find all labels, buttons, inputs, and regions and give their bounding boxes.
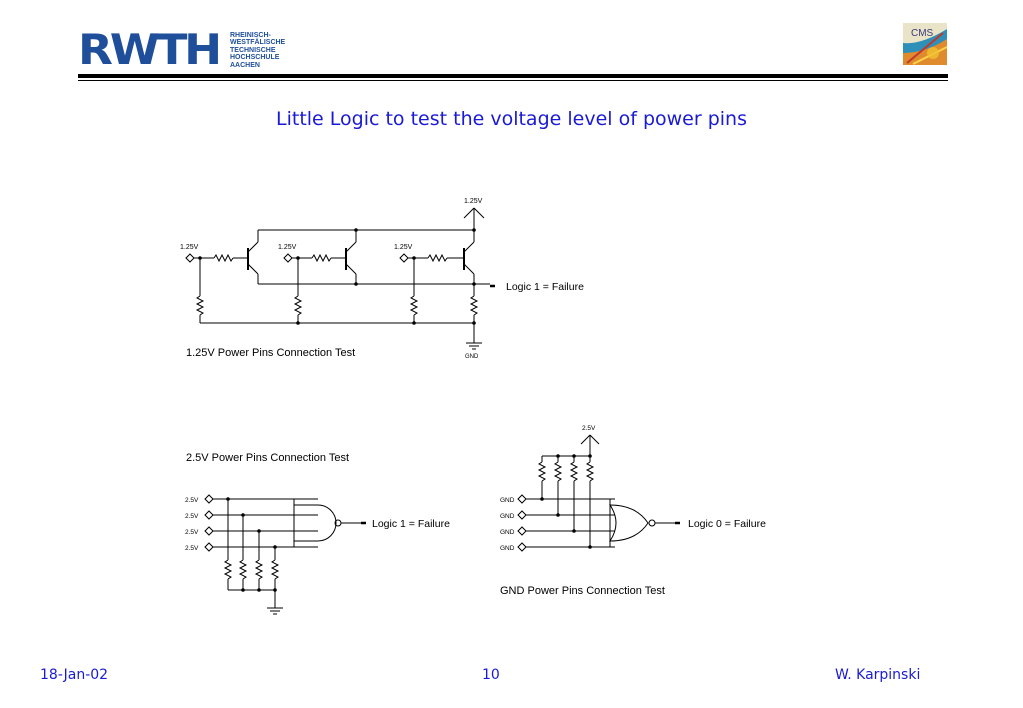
footer-page-number: 10 bbox=[482, 667, 500, 683]
input-label: GND bbox=[500, 497, 515, 504]
rwth-line: HOCHSCHULE bbox=[230, 54, 280, 62]
cms-logo-text: CMS bbox=[911, 28, 934, 39]
output-label: Logic 1 = Failure bbox=[372, 518, 450, 530]
footer-date: 18-Jan-02 bbox=[40, 667, 109, 683]
rwth-line: WESTFÄLISCHE bbox=[230, 39, 286, 47]
input-label: 2.5V bbox=[185, 545, 199, 552]
input-label: 2.5V bbox=[185, 513, 199, 520]
diagram-caption: 2.5V Power Pins Connection Test bbox=[186, 452, 350, 464]
diagram-gnd bbox=[518, 435, 680, 551]
rwth-line: TECHNISCHE bbox=[230, 46, 276, 54]
slide-title: Little Logic to test the voltage level of power pins bbox=[276, 108, 747, 130]
rwth-line: AACHEN bbox=[230, 61, 260, 69]
input-label: 2.5V bbox=[185, 529, 199, 536]
diagram-1v25 bbox=[186, 208, 495, 349]
diagram-caption: 1.25V Power Pins Connection Test bbox=[186, 347, 356, 359]
input-label: GND bbox=[500, 529, 515, 536]
output-label: Logic 0 = Failure bbox=[688, 518, 766, 530]
diagram-caption: GND Power Pins Connection Test bbox=[500, 585, 665, 597]
ground-label: GND bbox=[465, 354, 479, 360]
supply-label: 2.5V bbox=[582, 425, 596, 432]
input-label: 1.25V bbox=[394, 244, 413, 251]
input-label: 1.25V bbox=[278, 244, 297, 251]
nor-gate bbox=[610, 505, 648, 541]
supply-arrow-1v25 bbox=[464, 208, 484, 230]
diagram-2v5 bbox=[205, 495, 366, 614]
supply-label: 1.25V bbox=[464, 198, 483, 205]
input-label: 1.25V bbox=[180, 244, 199, 251]
input-label: 2.5V bbox=[185, 497, 199, 504]
output-label: Logic 1 = Failure bbox=[506, 281, 584, 293]
rwth-line: RHEINISCH- bbox=[230, 32, 271, 39]
rwth-logo-mark: RWTH bbox=[78, 25, 219, 74]
input-label: GND bbox=[500, 545, 515, 552]
nand-gate bbox=[294, 505, 336, 541]
footer-author: W. Karpinski bbox=[835, 667, 921, 683]
input-label: GND bbox=[500, 513, 515, 520]
